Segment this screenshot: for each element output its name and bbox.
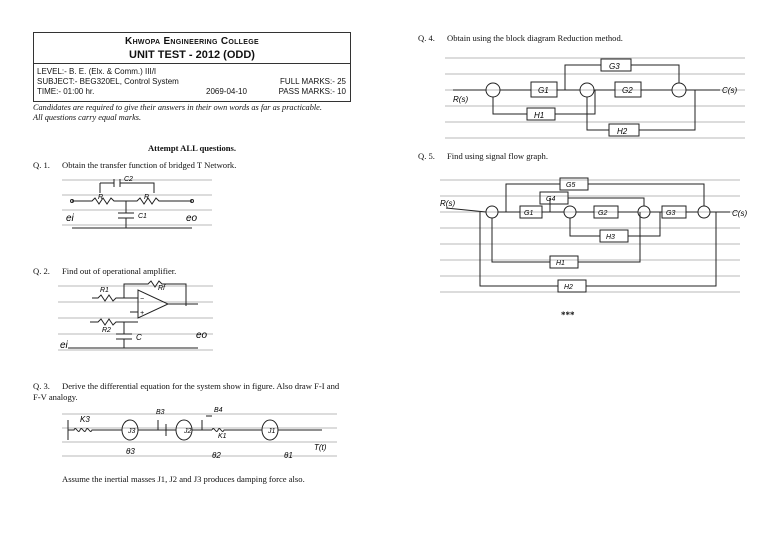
- theta3-label: θ3: [126, 447, 135, 456]
- rotational-system-figure: [62, 406, 337, 460]
- k1-label: K1: [218, 433, 227, 440]
- test-title: UNIT TEST - 2012 (ODD): [129, 49, 255, 61]
- level-line: LEVEL:- B. E. (Elx. & Comm.) III/I: [37, 67, 157, 76]
- question-number: Q. 1.: [33, 160, 50, 170]
- question-text: Find out of operational amplifier.: [62, 266, 177, 276]
- g3-label: G3: [609, 62, 620, 71]
- question-number: Q. 3.: [33, 381, 50, 391]
- end-mark: ***: [561, 310, 575, 320]
- time-line: TIME:- 01:00 hr.: [37, 87, 95, 96]
- question-3: [33, 381, 343, 403]
- g2-label: G2: [622, 86, 633, 95]
- torque-label: T(t): [314, 443, 327, 452]
- bridged-t-network-figure: [62, 173, 212, 237]
- k3-label: K3: [80, 415, 90, 424]
- op-amp-figure: [58, 278, 218, 358]
- attempt-heading: Attempt ALL questions.: [147, 143, 237, 153]
- r2-label: R: [144, 194, 150, 201]
- header-divider: [34, 63, 350, 64]
- c2-label: C2: [124, 176, 133, 183]
- question-2: [33, 266, 176, 276]
- signal-flow-figure: [440, 172, 748, 294]
- header-box: [33, 32, 351, 102]
- theta1-label: θ1: [284, 451, 293, 460]
- question-text: Derive the differential equation for the system show in figure. Also draw F-I and F-V analogy.: [33, 381, 340, 402]
- j2-label: J2: [184, 428, 192, 435]
- full-marks: FULL MARKS:- 25: [280, 77, 346, 86]
- plus-sign: +: [140, 310, 145, 317]
- subject-line: SUBJECT:- BEG320EL, Control System: [37, 77, 179, 86]
- minus-sign: −: [140, 296, 145, 303]
- j3-label: J3: [128, 428, 136, 435]
- theta2-label: θ2: [212, 451, 221, 460]
- question-number: Q. 4.: [418, 33, 435, 43]
- eo-label: eo: [186, 213, 198, 224]
- ei-label: ei: [66, 213, 74, 224]
- c-label: C: [136, 333, 142, 342]
- r2-label: R2: [102, 327, 111, 334]
- b4-label: B4: [214, 407, 223, 414]
- c1-label: C1: [138, 213, 147, 220]
- g1-label: G1: [524, 210, 534, 217]
- h2-label: H2: [564, 284, 573, 291]
- question-4: [418, 33, 623, 43]
- eo-label: eo: [196, 330, 208, 341]
- b3-label: B3: [156, 409, 165, 416]
- h3-label: H3: [606, 234, 615, 241]
- instruction-line-2: All questions carry equal marks.: [33, 112, 142, 122]
- pass-marks: PASS MARKS:- 10: [278, 87, 346, 96]
- college-name: Khwopa Engineering College: [125, 36, 259, 47]
- instructions: [33, 103, 351, 122]
- input-label: R(s): [440, 199, 456, 208]
- g1-label: G1: [538, 86, 549, 95]
- h1-label: H1: [534, 111, 545, 120]
- g2-label: G2: [598, 210, 608, 217]
- ei-label: ei: [60, 340, 68, 351]
- exam-date: 2069-04-10: [206, 87, 247, 96]
- output-label: C(s): [722, 86, 738, 95]
- question-text: Obtain the transfer function of bridged T Network.: [62, 160, 237, 170]
- g3-label: G3: [666, 210, 676, 217]
- r1-label: R1: [100, 287, 109, 294]
- question-1: [33, 160, 236, 170]
- question-number: Q. 2.: [33, 266, 50, 276]
- input-label: R(s): [453, 95, 469, 104]
- r1-label: R: [98, 194, 104, 201]
- q3-note: Assume the inertial masses J1, J2 and J3 produces damping force also.: [62, 474, 305, 484]
- question-text: Obtain using the block diagram Reduction method.: [447, 33, 623, 43]
- h1-label: H1: [556, 260, 565, 267]
- question-number: Q. 5.: [418, 151, 435, 161]
- h2-label: H2: [617, 127, 628, 136]
- g4-label: G4: [546, 196, 556, 203]
- instruction-line-1: Candidates are required to give their answers in their own words as far as practicable.: [33, 103, 322, 112]
- g5-label: G5: [566, 182, 576, 189]
- block-diagram-figure: [445, 50, 745, 140]
- output-label: C(s): [732, 209, 748, 218]
- question-5: [418, 151, 548, 161]
- question-text: Find using signal flow graph.: [447, 151, 548, 161]
- j1-label: J1: [268, 428, 276, 435]
- rf-label: Rf: [158, 285, 165, 292]
